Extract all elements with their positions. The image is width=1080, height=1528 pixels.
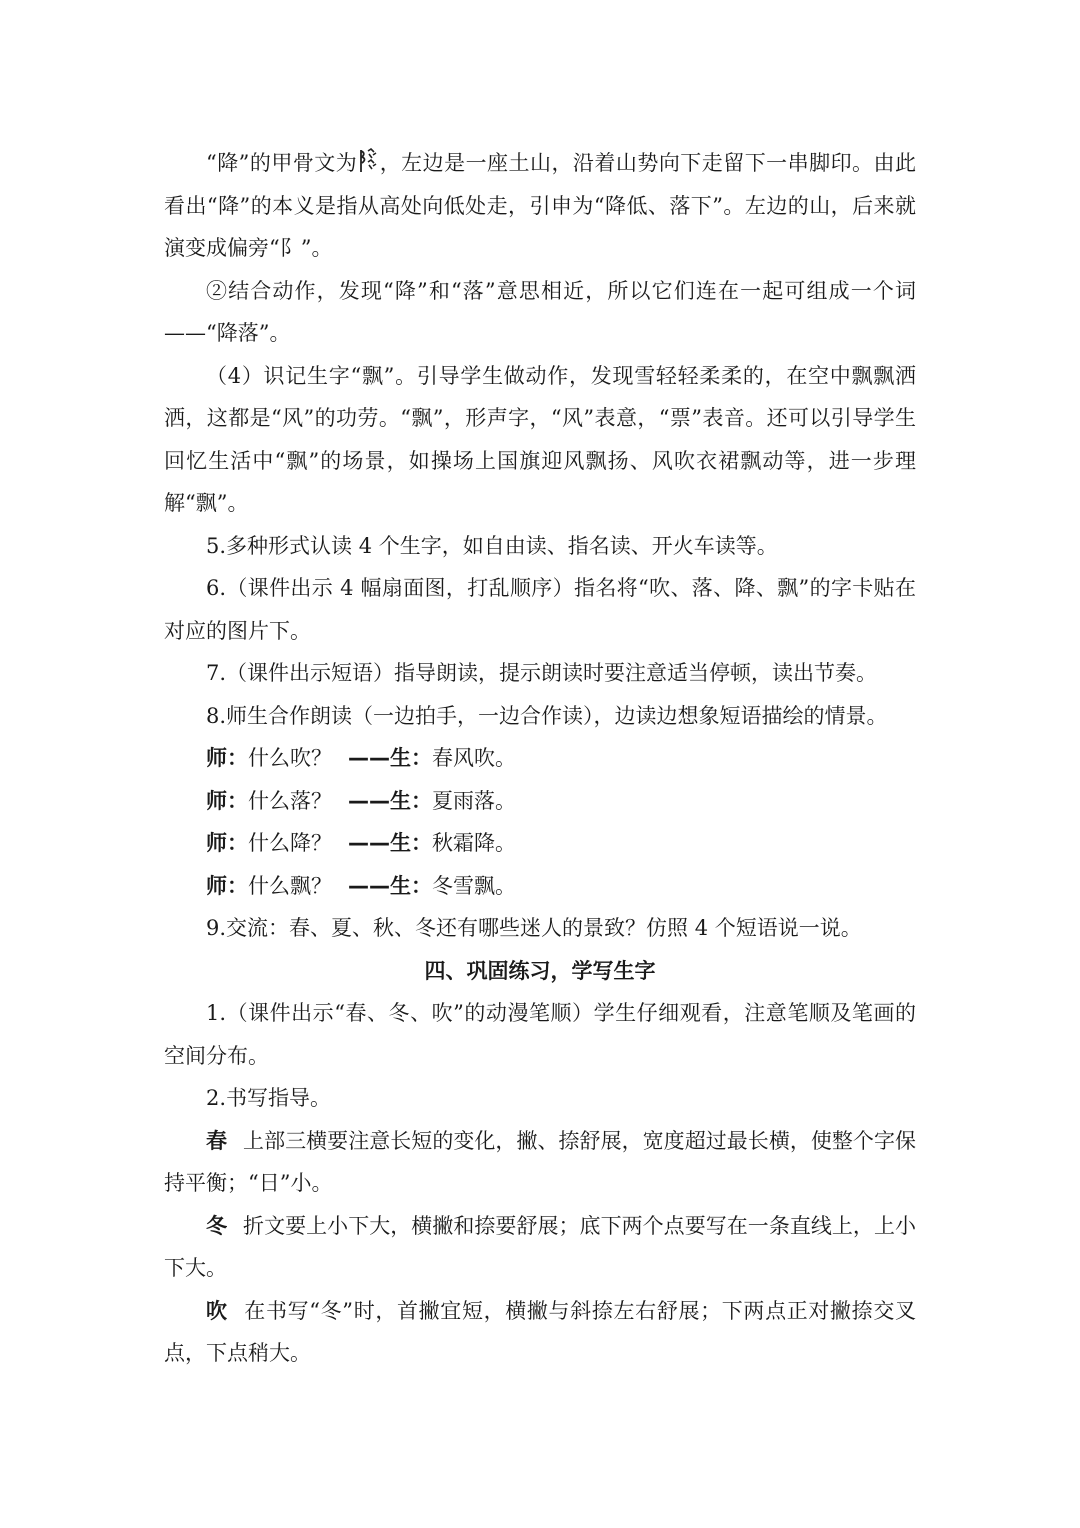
- paragraph-combine-action: ②结合动作，发现“降”和“落”意思相近，所以它们连在一起可组成一个词——“降落”。: [164, 278, 916, 345]
- writing-guide-chun: [164, 1120, 916, 1205]
- teacher-label: 师：: [206, 788, 248, 813]
- teacher-label: 师：: [206, 831, 248, 855]
- dash: ——: [348, 788, 390, 813]
- paragraph-step-5: 5.多种形式认读 4 个生字，如自由读、指名读、开火车读等。: [206, 533, 778, 558]
- paragraph-step-7: 7.（课件出示短语）指导朗读，提示朗读时要注意适当停顿，读出节奏。: [206, 661, 878, 685]
- teacher-question: 什么吹？: [248, 746, 332, 770]
- student-answer: 秋霜降。: [432, 831, 516, 855]
- teacher-label: 师：: [206, 746, 248, 770]
- writing-guide-dong: [164, 1205, 916, 1290]
- student-label: 生：: [390, 831, 432, 855]
- section-heading: 四、巩固练习，学写生字: [424, 958, 656, 983]
- student-answer: 夏雨落。: [432, 788, 516, 813]
- paragraph-jiang-oracle: [164, 142, 916, 270]
- dialog-line: [164, 737, 916, 780]
- dialog-line: [164, 865, 916, 908]
- student-answer: 春风吹。: [432, 746, 516, 770]
- guide-character: 吹: [206, 1298, 228, 1323]
- dash: ——: [348, 831, 390, 855]
- paragraph-piao: （4）识记生字“飘”。引导学生做动作，发现雪轻轻柔柔的，在空中飘飘洒洒，这都是“风”的功劳。“飘”，形声字，“风”表意，“票”表音。还可以引导学生回忆生活中“飘”的场景，如操场上国旗迎风飘扬、风吹衣裙飘动等，进一步理解“飘”。: [164, 363, 916, 515]
- student-label: 生：: [390, 873, 432, 898]
- paragraph-practice-1: 1.（课件出示“春、冬、吹”的动漫笔顺）学生仔细观看，注意笔顺及笔画的空间分布。: [164, 1001, 916, 1068]
- teacher-question: 什么降？: [248, 831, 332, 855]
- dash: ——: [348, 746, 390, 770]
- paragraph-step-8: 8.师生合作朗读（一边拍手，一边合作读），边读边想象短语描绘的情景。: [206, 703, 888, 728]
- paragraph-text: ，左边是一座土山，沿着山势向下走留下一串脚印。由此看出“降”的本义是指从高处向低处走，引申为“降低、落下”。左边的山，后来就演变成偏旁“阝”。: [164, 151, 916, 260]
- teacher-label: 师：: [206, 873, 248, 898]
- oracle-bone-jiang-glyph-icon: [358, 148, 378, 174]
- paragraph-practice-2: 2.书写指导。: [206, 1086, 332, 1110]
- paragraph-text: “降”的甲骨文为: [206, 151, 358, 175]
- student-label: 生：: [390, 788, 432, 813]
- teacher-question: 什么落？: [248, 788, 332, 813]
- guide-character: 冬: [206, 1213, 228, 1238]
- paragraph-step-9: 9.交流：春、夏、秋、冬还有哪些迷人的景致？仿照 4 个短语说一说。: [206, 916, 862, 940]
- dialog-line: [164, 780, 916, 823]
- student-label: 生：: [390, 746, 432, 770]
- guide-text: 折文要上小下大，横撇和捺要舒展；底下两个点要写在一条直线上，上小下大。: [164, 1213, 916, 1280]
- teacher-question: 什么飘？: [248, 873, 332, 898]
- student-answer: 冬雪飘。: [432, 873, 516, 898]
- writing-guide-chui: [164, 1290, 916, 1375]
- guide-text: 上部三横要注意长短的变化，撇、捺舒展，宽度超过最长横，使整个字保持平衡；“日”小。: [164, 1128, 916, 1195]
- dialog-line: [164, 822, 916, 865]
- document-page: [164, 142, 916, 1375]
- guide-text: 在书写“冬”时，首撇宜短，横撇与斜捺左右舒展；下两点正对撇捺交叉点，下点稍大。: [164, 1298, 916, 1365]
- dash: ——: [348, 873, 390, 898]
- guide-character: 春: [206, 1128, 228, 1153]
- paragraph-step-6: 6.（课件出示 4 幅扇面图，打乱顺序）指名将“吹、落、降、飘”的字卡贴在对应的图片下。: [164, 576, 916, 643]
